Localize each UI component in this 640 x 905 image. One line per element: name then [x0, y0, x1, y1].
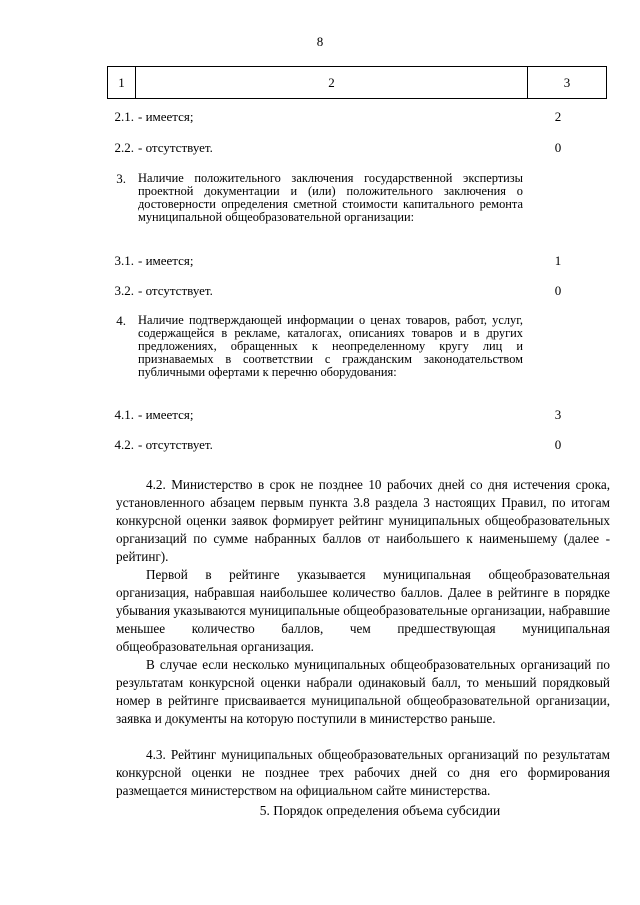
row-number: 2.1.: [114, 109, 134, 124]
paragraph-equal-score: В случае если несколько муниципальных общеобразовательных организаций по результатам конкурсной оценки набрали одинаковый балл, то меньший порядковый номер в рейтинге присваивается муниципальной общеобразовательной организации, заявка и документы на которую поступили в министерство раньше.: [116, 657, 610, 726]
row-number: 2.2.: [114, 140, 134, 155]
column-header-1: 1: [108, 67, 136, 99]
row-text: - отсутствует.: [138, 140, 213, 155]
row-text: - имеется;: [138, 253, 194, 268]
column-header-3: 3: [528, 67, 607, 99]
row-score: 1: [554, 253, 562, 268]
column-header-2: 2: [136, 67, 528, 99]
criteria-table-header: [107, 66, 607, 99]
row-text: - отсутствует.: [138, 283, 213, 298]
row-score: 0: [554, 140, 562, 155]
row-text: Наличие подтверждающей информации о ценах товаров, работ, услуг, содержащейся в рекламе, каталогах, описаниях товаров и в других предложениях, обращенных к неопределенному кругу лиц и признаваемых в соответствии с гражданским законодательством публичными офертами к перечню оборудования:: [138, 313, 523, 379]
row-number: 3.1.: [114, 253, 134, 268]
row-score: 2: [554, 109, 562, 124]
section-title: 5. Порядок определения объема субсидии: [259, 803, 501, 818]
row-number: 4.2.: [114, 437, 134, 452]
row-number: 4.: [116, 313, 126, 328]
paragraph-rating-first: Первой в рейтинге указывается муниципальная общеобразовательная организация, набравшая наибольшее количество баллов. Далее в рейтинге в порядке убывания указываются муниципальные общеобразовательные организации, набравшие меньшее количество баллов, чем предшествующая муниципальная общеобразовательная организация.: [116, 567, 610, 654]
row-text: - отсутствует.: [138, 437, 213, 452]
row-text: - имеется;: [138, 407, 194, 422]
row-score: 0: [554, 437, 562, 452]
row-number: 3.: [116, 171, 126, 186]
paragraph-4-3: 4.3. Рейтинг муниципальных общеобразовательных организаций по результатам конкурсной оценки не позднее трех рабочих дней со дня его формирования размещается министерством на официальном сайте министерства.: [116, 747, 610, 798]
row-text: - имеется;: [138, 109, 194, 124]
page-number: 8: [316, 34, 324, 49]
row-score: 3: [554, 407, 562, 422]
row-number: 4.1.: [114, 407, 134, 422]
row-text: Наличие положительного заключения государственной экспертизы проектной документации и (или) положительного заключения о достоверности определения сметной стоимости капитального ремонта муниципальной общеобразовательной организации:: [138, 171, 523, 224]
paragraph-4-2: 4.2. Министерство в срок не позднее 10 рабочих дней со дня истечения срока, установленного абзацем первым пункта 3.8 раздела 3 настоящих Правил, по итогам конкурсной оценки заявок формирует рейтинг муниципальных общеобразовательных организаций по сумме набранных баллов от наибольшего к наименьшему (далее - рейтинг).: [116, 477, 610, 564]
row-number: 3.2.: [114, 283, 134, 298]
row-score: 0: [554, 283, 562, 298]
